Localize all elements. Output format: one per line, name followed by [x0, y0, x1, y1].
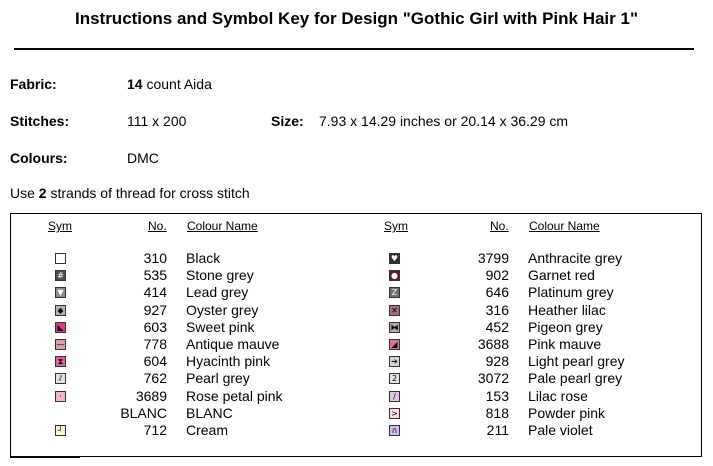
- dmc-number: 211: [486, 422, 509, 438]
- colour-name: Hyacinth pink: [186, 353, 271, 370]
- down-triangle-icon: ▼: [55, 287, 66, 298]
- dmc-number: 3689: [135, 387, 167, 404]
- dmc-number: 3799: [477, 250, 509, 266]
- circle-icon: ●: [389, 270, 400, 281]
- dmc-number: 818: [485, 404, 509, 421]
- colour-name: Lilac rose: [528, 387, 588, 404]
- colour-name: Pale pearl grey: [528, 370, 623, 387]
- dmc-number: 604: [143, 353, 167, 370]
- right-header-no: No.: [490, 219, 509, 233]
- dash-icon: —: [56, 340, 65, 349]
- colour-name: Sweet pink: [186, 318, 255, 335]
- colour-name: Pale violet: [528, 422, 593, 438]
- colour-name: Black: [186, 250, 221, 266]
- colour-name: Rose petal pink: [186, 387, 283, 404]
- title-divider: [14, 48, 694, 50]
- colour-name: Stone grey: [186, 267, 254, 284]
- fabric-type: count Aida: [142, 76, 212, 92]
- fabric-value: [127, 76, 212, 92]
- size-label: Size:: [271, 113, 304, 129]
- colour-name: Antique mauve: [186, 336, 280, 352]
- letter-z-icon: Z: [389, 287, 400, 298]
- colour-name: Heather lilac: [528, 301, 606, 318]
- hash-icon: #: [55, 270, 66, 281]
- hourglass-icon: ⧗: [55, 356, 66, 367]
- dot-icon: ·: [55, 391, 66, 402]
- colour-name: Pink mauve: [528, 336, 602, 352]
- arch-icon: ∩: [389, 425, 400, 436]
- colour-name: Anthracite grey: [528, 250, 623, 266]
- colour-name: Pigeon grey: [528, 318, 603, 335]
- slash-icon: /: [389, 391, 400, 402]
- dmc-number: 3688: [477, 336, 509, 352]
- dmc-number: 310: [143, 250, 167, 266]
- dmc-number: 414: [143, 284, 167, 301]
- colour-name: Platinum grey: [528, 284, 614, 301]
- colours-value: DMC: [127, 150, 159, 166]
- right-header-sym: Sym: [384, 219, 408, 233]
- footer-rule: [10, 457, 80, 458]
- left-header-no: No.: [148, 219, 167, 233]
- hollow-square-icon: [55, 253, 66, 264]
- left-header-sym: Sym: [48, 219, 72, 233]
- corner-triangle-icon: ◣: [55, 322, 66, 333]
- colour-name: Powder pink: [528, 404, 606, 421]
- dmc-number: 712: [143, 422, 167, 438]
- fabric-count: 14: [127, 76, 143, 92]
- colour-name: Lead grey: [186, 284, 249, 301]
- dmc-number: 778: [143, 336, 167, 352]
- page-title: Instructions and Symbol Key for Design "Gothic Girl with Pink Hair 1": [74, 9, 639, 28]
- dmc-number: 3072: [477, 370, 509, 387]
- colour-name: BLANC: [186, 404, 233, 421]
- dmc-number: 902: [485, 267, 509, 284]
- colour-name: Oyster grey: [186, 301, 259, 318]
- left-header-name: Colour Name: [187, 219, 258, 233]
- arrow-right-icon: ➔: [389, 356, 400, 367]
- right-header-name: Colour Name: [529, 219, 600, 233]
- colour-name: Light pearl grey: [528, 353, 625, 370]
- diamond-icon: ◆: [55, 305, 66, 316]
- colour-name: Pearl grey: [186, 370, 250, 387]
- stitches-label: Stitches:: [10, 113, 70, 129]
- corner-bracket-icon: ┘: [55, 425, 66, 436]
- fabric-label: Fabric:: [10, 76, 57, 92]
- greater-than-icon: >: [389, 408, 400, 419]
- dmc-number: 452: [485, 318, 509, 335]
- dmc-number: 762: [143, 370, 167, 387]
- strands-instruction: [10, 185, 250, 201]
- colours-label: Colours:: [10, 150, 68, 166]
- dmc-number: BLANC: [120, 404, 167, 421]
- dmc-number: 153: [485, 387, 509, 404]
- dmc-number: 603: [143, 318, 167, 335]
- corner-triangle-icon: ◢: [389, 339, 400, 350]
- dmc-number: 316: [485, 301, 509, 318]
- cross-icon: ✕: [389, 305, 400, 316]
- colour-name: Garnet red: [528, 267, 595, 284]
- strands-pre: Use: [10, 185, 39, 201]
- strands-count: 2: [38, 185, 47, 201]
- dmc-number: 927: [143, 301, 167, 318]
- dmc-number: 535: [143, 267, 167, 284]
- colour-name: Cream: [186, 422, 229, 438]
- heart-icon: ♥: [390, 254, 399, 263]
- digit-2-icon: 2: [389, 373, 400, 384]
- size-value: 7.93 x 14.29 inches or 20.14 x 36.29 cm: [319, 113, 569, 129]
- double-slash-icon: ⫽: [55, 373, 66, 384]
- dmc-number: 646: [485, 284, 509, 301]
- stitches-value: 111 x 200: [127, 113, 187, 129]
- dmc-number: 928: [485, 353, 509, 370]
- bowtie-icon: ⧓: [390, 322, 399, 332]
- strands-post: strands of thread for cross stitch: [46, 185, 250, 201]
